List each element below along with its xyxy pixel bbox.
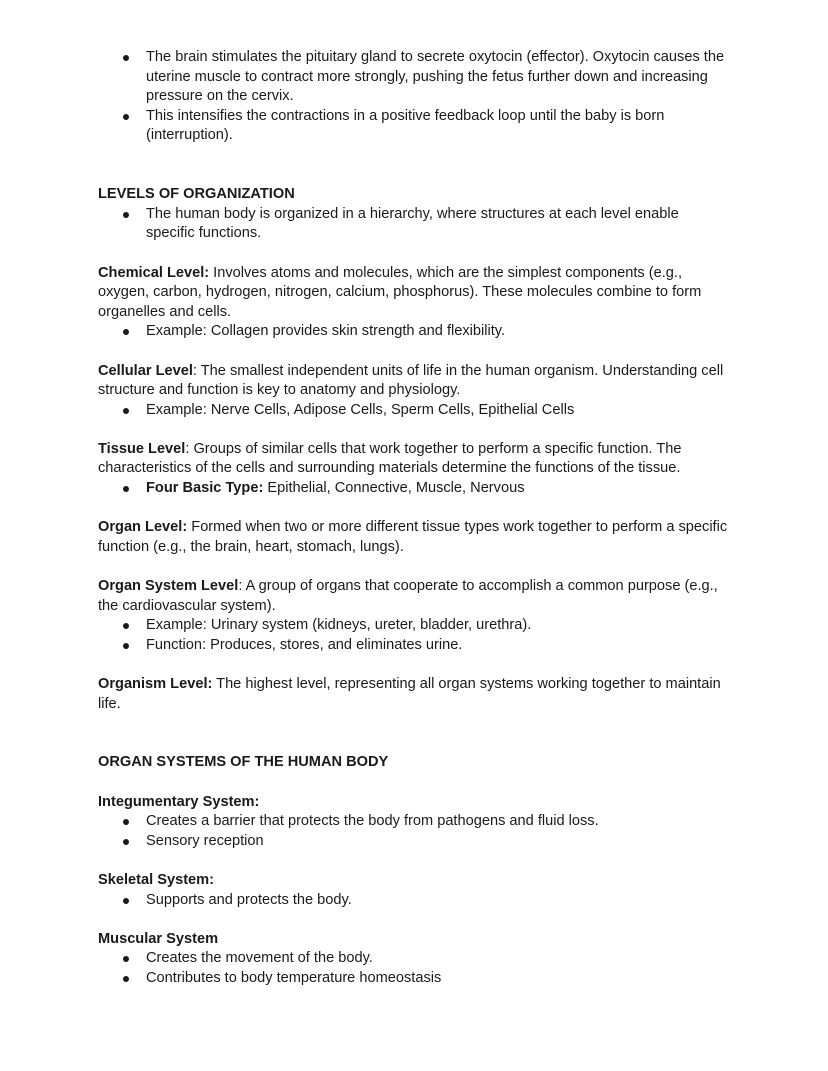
- spacer: [98, 557, 728, 577]
- bullet-icon: [123, 898, 129, 904]
- integumentary-system-list: [98, 812, 728, 851]
- list-item-text: Creates the movement of the body.: [146, 950, 373, 967]
- section-heading-organ-systems: ORGAN SYSTEMS OF THE HUMAN BODY: [98, 754, 389, 771]
- skeletal-system-list: [98, 891, 728, 911]
- term-label: Organ System Level: [98, 578, 239, 595]
- term-label: Chemical Level:: [98, 264, 210, 281]
- spacer: [98, 773, 728, 793]
- spacer: [98, 499, 728, 519]
- definition-text: Involves atoms and molecules, which are the simplest components (e.g., oxygen, carbon, hydrogen, nitrogen, calcium, phosphorus). These molecules combine to form organelles and cells.: [98, 264, 702, 320]
- organism-level-paragraph: [98, 675, 728, 714]
- list-item: [98, 949, 728, 969]
- cellular-level-list: [98, 401, 728, 421]
- document-page: [98, 48, 728, 989]
- chemical-level-list: [98, 322, 728, 342]
- bullet-icon: [123, 55, 129, 61]
- term-label: Organ Level:: [98, 519, 188, 536]
- skeletal-system-title: Skeletal System:: [98, 871, 215, 888]
- list-item: [98, 107, 728, 146]
- bullet-icon: [123, 819, 129, 825]
- bullet-icon: [123, 623, 129, 629]
- list-item-text: Sensory reception: [146, 832, 264, 849]
- list-item-text: Function: Produces, stores, and eliminates urine.: [146, 636, 463, 653]
- definition-text: : The smallest independent units of life in the human organism. Understanding cell structure and function is key to anatomy and physiology.: [98, 362, 724, 399]
- bullet-icon: [123, 956, 129, 962]
- list-item: [98, 205, 728, 244]
- list-item: [98, 48, 728, 107]
- bullet-icon: [123, 212, 129, 218]
- list-item-text: Example: Urinary system (kidneys, ureter, bladder, urethra).: [146, 617, 532, 634]
- list-item: [98, 969, 728, 989]
- list-item-text: Example: Collagen provides skin strength and flexibility.: [146, 323, 506, 340]
- list-item-text: This intensifies the contractions in a positive feedback loop until the baby is born (interruption).: [146, 107, 665, 144]
- chemical-level-paragraph: [98, 264, 728, 323]
- list-item-text: Supports and protects the body.: [146, 891, 352, 908]
- list-item: [98, 636, 728, 656]
- muscular-system-title: Muscular System: [98, 930, 219, 947]
- list-item: [98, 812, 728, 832]
- bullet-icon: [123, 839, 129, 845]
- integumentary-system-title: Integumentary System:: [98, 793, 260, 810]
- bullet-icon: [123, 329, 129, 335]
- spacer: [98, 146, 728, 185]
- levels-intro-list: [98, 205, 728, 244]
- list-item-text: Contributes to body temperature homeostasis: [146, 969, 442, 986]
- term-label: Cellular Level: [98, 362, 193, 379]
- tissue-level-paragraph: [98, 440, 728, 479]
- cellular-level-paragraph: [98, 362, 728, 401]
- spacer: [98, 420, 728, 440]
- bullet-icon: [123, 486, 129, 492]
- list-item-text: Epithelial, Connective, Muscle, Nervous: [263, 480, 525, 497]
- bullet-icon: [123, 114, 129, 120]
- spacer: [98, 714, 728, 753]
- definition-text: Formed when two or more different tissue types work together to perform a specific function (e.g., the brain, heart, stomach, lungs).: [98, 519, 728, 555]
- list-item-text: The brain stimulates the pituitary gland to secrete oxytocin (effector). Oxytocin causes the uterine muscle to contract more strongly, pushing the fetus further down and increasing pressure on the cervix.: [146, 49, 725, 105]
- organ-system-level-list: [98, 616, 728, 655]
- list-item-label: Four Basic Type:: [146, 480, 264, 497]
- list-item: [98, 891, 728, 911]
- list-item: [98, 401, 728, 421]
- muscular-system-list: [98, 949, 728, 988]
- section-heading-levels: LEVELS OF ORGANIZATION: [98, 186, 295, 203]
- definition-text: The highest level, representing all organ systems working together to maintain life.: [98, 676, 721, 712]
- list-item-text: Creates a barrier that protects the body from pathogens and fluid loss.: [146, 813, 599, 830]
- list-item: [98, 479, 728, 499]
- definition-text: : A group of organs that cooperate to accomplish a common purpose (e.g., the cardiovascular system).: [98, 578, 718, 614]
- spacer: [98, 244, 728, 264]
- bullet-icon: [123, 976, 129, 982]
- spacer: [98, 910, 728, 930]
- term-label: Organism Level:: [98, 676, 213, 692]
- term-label: Tissue Level: [98, 440, 186, 457]
- list-item-text: Example: Nerve Cells, Adipose Cells, Sperm Cells, Epithelial Cells: [146, 401, 575, 418]
- bullet-icon: [123, 408, 129, 414]
- feedback-loop-bullet-list: [98, 48, 728, 146]
- definition-text: : Groups of similar cells that work together to perform a specific function. The characteristics of the cells and surrounding materials determine the functions of the tissue.: [98, 440, 682, 477]
- list-item: [98, 832, 728, 852]
- list-item: [98, 616, 728, 636]
- organ-system-level-paragraph: [98, 577, 728, 616]
- list-item: [98, 322, 728, 342]
- bullet-icon: [123, 643, 129, 649]
- organ-level-paragraph: [98, 518, 728, 557]
- spacer: [98, 655, 728, 675]
- list-item-text: The human body is organized in a hierarchy, where structures at each level enable specific functions.: [146, 205, 679, 242]
- tissue-level-list: [98, 479, 728, 499]
- spacer: [98, 342, 728, 362]
- spacer: [98, 851, 728, 871]
